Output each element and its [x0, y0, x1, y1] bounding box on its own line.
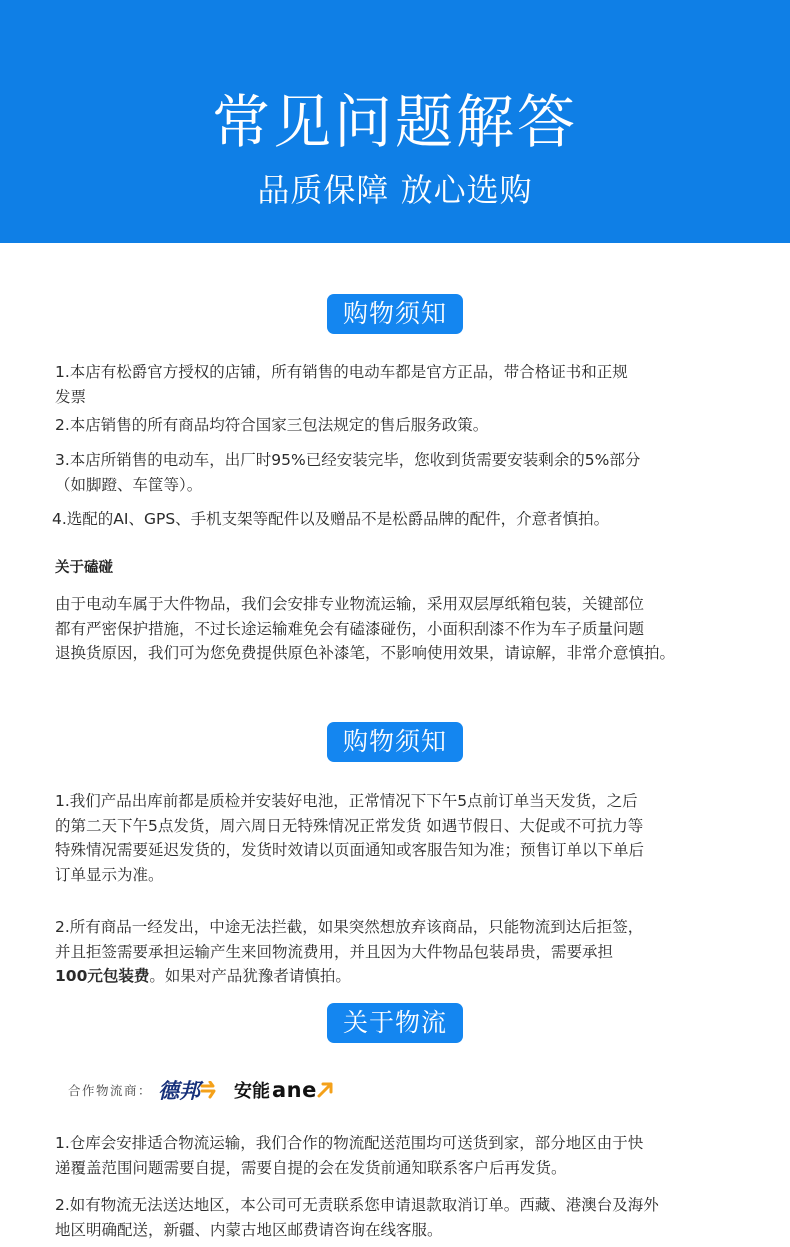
notice-item-3	[55, 448, 755, 497]
shipping-p1-line-1: 1.我们产品出库前都是质检并安装好电池，正常情况下下午5点前订单当天发货，之后	[55, 792, 638, 810]
ane-logo	[234, 1077, 333, 1103]
shipping-p1-line-4: 订单显示为准。	[55, 865, 164, 884]
section-badge-shopping-notice-2: 购物须知	[327, 722, 463, 762]
shipping-p2-tail: 。如果对产品犹豫者请慎拍。	[149, 967, 351, 985]
shipping-paragraph-1	[55, 789, 755, 887]
shipping-paragraph-2	[55, 915, 755, 989]
debon-logo-text: 德邦	[158, 1078, 201, 1103]
shipping-p2-line-2: 并且拒签需要承担运输产生来回物流费用，并且因为大件物品包装昂贵，需要承担	[55, 942, 614, 961]
partners-label: 合作物流商：	[68, 1083, 153, 1098]
notice-item-4-line-1: 4.选配的AI、GPS、手机支架等配件以及赠品不是松爵品牌的配件，介意者慎拍。	[52, 510, 610, 528]
collision-title: 关于磕碰	[55, 560, 113, 576]
packaging-fee: 100元包装费	[55, 967, 150, 985]
notice-item-1-line-1: 1.本店有松爵官方授权的店铺，所有销售的电动车都是官方正品，带合格证书和正规	[55, 363, 628, 381]
page-title: 常见问题解答	[211, 88, 578, 156]
notice-item-2	[55, 413, 755, 438]
debon-arrow-icon	[200, 1081, 220, 1099]
collision-line-1: 由于电动车属于大件物品，我们会安排专业物流运输，采用双层厚纸箱包装，关键部位	[55, 595, 645, 613]
logistics-p1-line-1: 1.仓库会安排适合物流运输，我们合作的物流配送范围均可送货到家，部分地区由于快	[55, 1134, 644, 1152]
notice-item-1-line-2: 发票	[55, 387, 87, 406]
logistics-paragraph-1	[55, 1131, 755, 1180]
section-badge-shopping-notice-1: 购物须知	[327, 294, 463, 334]
notice-item-3-line-2: （如脚蹬、车筐等）。	[55, 475, 203, 494]
logistics-partners	[68, 1075, 333, 1105]
logistics-p2-line-2: 地区明确配送，新疆、内蒙古地区邮费请咨询在线客服。	[55, 1220, 443, 1239]
logistics-p1-line-2: 递覆盖范围问题需要自提，需要自提的会在发货前通知联系客户后再发货。	[55, 1158, 567, 1177]
collision-line-2: 都有严密保护措施，不过长途运输难免会有磕漆碰伤，小面积刮漆不作为车子质量问题	[55, 619, 645, 638]
shipping-p1-line-3: 特殊情况需要延迟发货的，发货时效请以页面通知或客服告知为准；预售订单以下单后	[55, 841, 645, 859]
logistics-paragraph-2	[55, 1193, 755, 1242]
notice-item-2-line-1: 2.本店销售的所有商品均符合国家三包法规定的售后服务政策。	[55, 416, 489, 434]
shipping-p2-line-1: 2.所有商品一经发出，中途无法拦截，如果突然想放弃该商品，只能物流到达后拒签，	[55, 918, 644, 936]
logistics-p2-line-1: 2.如有物流无法送达地区，本公司可无责联系您申请退款取消订单。西藏、港澳台及海外	[55, 1196, 659, 1214]
collision-paragraph	[55, 592, 755, 666]
shipping-p2-line-3	[55, 964, 755, 989]
notice-item-3-line-1: 3.本店所销售的电动车，出厂时95%已经安装完毕，您收到货需要安装剩余的5%部分	[55, 451, 641, 469]
page-subtitle: 品质保障 放心选购	[257, 171, 533, 209]
section-badge-logistics: 关于物流	[327, 1003, 463, 1043]
hero-banner	[0, 0, 790, 243]
notice-item-4	[52, 507, 752, 532]
collision-line-3: 退换货原因，我们可为您免费提供原色补漆笔，不影响使用效果，请谅解，非常介意慎拍。	[55, 644, 676, 662]
notice-item-1	[55, 360, 755, 409]
ane-logo-en: ane	[272, 1078, 317, 1102]
ane-logo-cn: 安能	[234, 1081, 271, 1102]
ane-arrow-icon	[317, 1082, 333, 1098]
debon-logo	[158, 1075, 220, 1105]
shipping-p1-line-2: 的第二天下午5点发货，周六周日无特殊情况正常发货 如遇节假日、大促或不可抗力等	[55, 816, 644, 835]
